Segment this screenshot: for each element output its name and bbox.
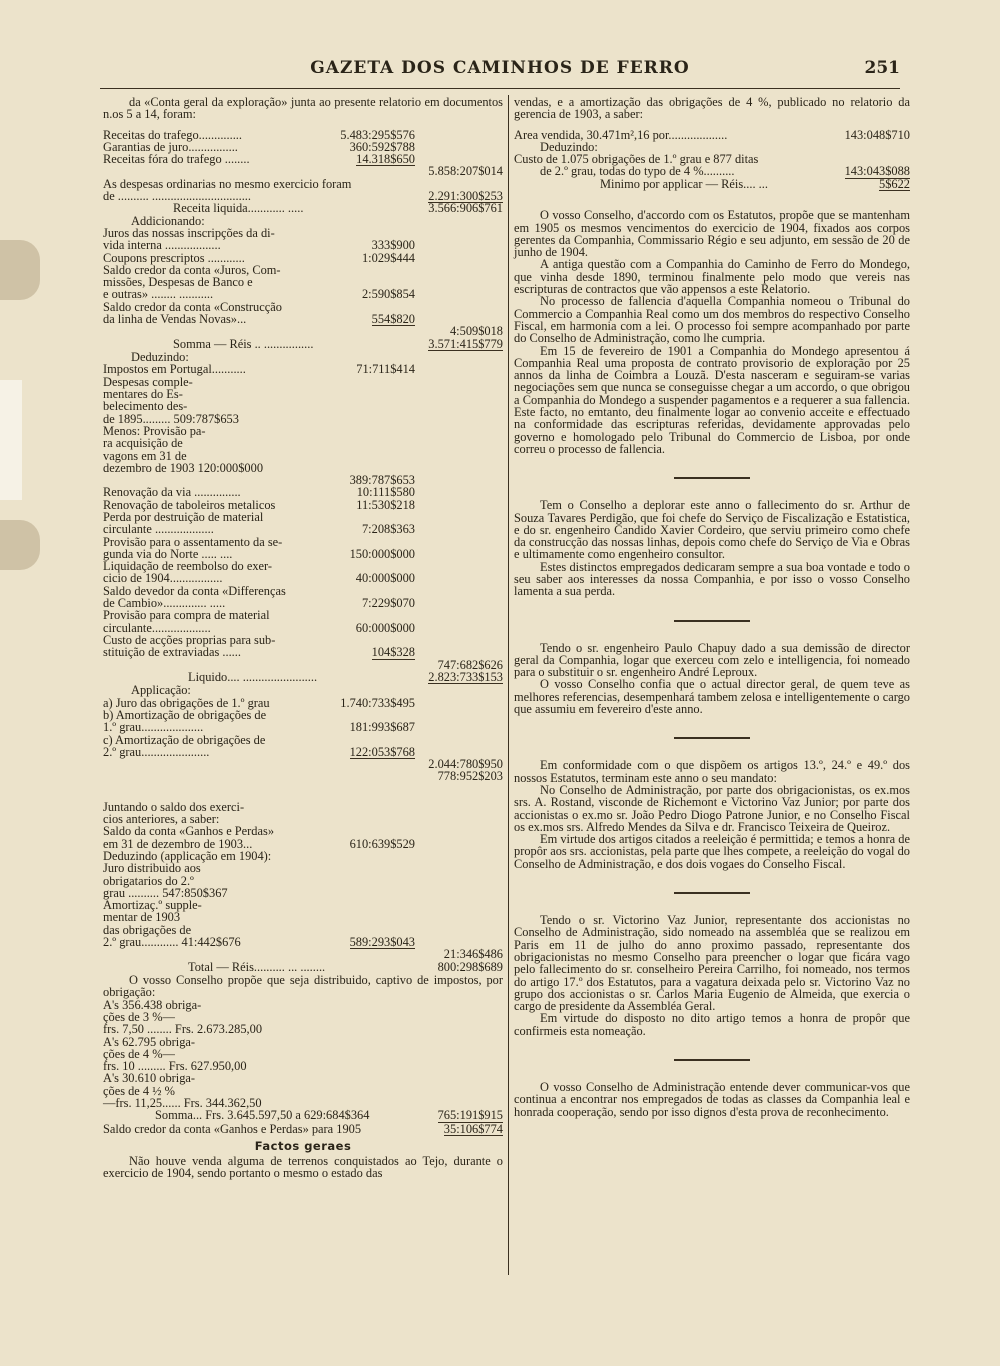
paragraph: Tendo o sr. Victorino Vaz Junior, representante dos accionistas no Conselho de Administração, sido nomeado na assembléa que se realizou em Paris em 11 de julho do anno proximo passado, representante dos obrigacionistas no mesmo Conselho para preencher o logar que ficára vago pelo fallecimento do sr. conselheiro Pereira Carrilho, foi nomeado, nos termos do artigo 17.º dos Estatutos, para a vagatura deixada pelo sr. Victorino Vaz no grupo dos accionistas o sr. Carlos Maria Eugenio de Almeida, que exercia o cargo de presidente da Assembléa Geral. bbox=[514, 913, 910, 1014]
somma-label: Somma — Réis .. ................ bbox=[173, 336, 314, 351]
ledger-value: 389:787$653 bbox=[349, 473, 415, 488]
ledger-value: 60:000$000 bbox=[355, 620, 415, 635]
ledger-total: 21:346$486 bbox=[443, 947, 503, 962]
ledger-row bbox=[103, 1023, 503, 1035]
ledger-label: c) Amortização de obrigações de bbox=[103, 732, 266, 747]
ledger-row bbox=[103, 523, 503, 535]
paragraph: A antiga questão com a Companhia do Caminho de Ferro do Mondego, que vinha desde 1890, terminou finalmente pelo modo que vereis nas escripturas de contractos que vão appensos a este Relatorio. bbox=[514, 257, 910, 297]
ledger-label: Provisão para o assentamento da se- bbox=[103, 534, 283, 549]
ledger-label: gunda via do Norte ..... .... bbox=[103, 546, 233, 561]
ledger-row bbox=[103, 721, 503, 733]
ledger-row bbox=[103, 437, 503, 449]
ledger-total: 778:952$203 bbox=[437, 769, 503, 784]
ledger-total: 747:682$626 bbox=[437, 657, 503, 672]
ledger-row bbox=[103, 936, 503, 948]
ledger-row bbox=[103, 770, 503, 782]
ledger-label: das obrigações de bbox=[103, 922, 192, 937]
ledger-row bbox=[103, 1072, 503, 1084]
saldo-label: Saldo credor da conta «Ganhos e Perdas» para 1905 bbox=[103, 1121, 362, 1136]
ledger-row bbox=[103, 911, 503, 923]
ledger-label: Liquidação de reembolso do exer- bbox=[103, 559, 273, 574]
ledger-value: 11:530$218 bbox=[356, 497, 415, 512]
ledger-value: 10:111$580 bbox=[356, 485, 415, 500]
page-title: GAZETA DOS CAMINHOS DE FERRO bbox=[310, 58, 690, 78]
ledger-row bbox=[103, 400, 503, 412]
ledger-label: Impostos em Portugal........... bbox=[103, 362, 246, 377]
ledger-value: 1:029$444 bbox=[361, 250, 415, 265]
paragraph: Em virtude do disposto no dito artigo temos a honra de propôr que confirmeis esta nomeação. bbox=[514, 1011, 910, 1038]
ledger-value: 7:229$070 bbox=[361, 596, 415, 611]
ledger-label: 1.º grau.................... bbox=[103, 720, 204, 735]
custo-value: 143:043$088 bbox=[844, 164, 910, 179]
page-header bbox=[100, 58, 900, 84]
ledger-value: 7:208$363 bbox=[361, 522, 415, 537]
ledger-label: dezembro de 1903 120:000$000 bbox=[103, 460, 264, 475]
ledger-label: Juntando o saldo dos exerci- bbox=[103, 799, 245, 814]
minimo-label: Minimo por applicar — Réis.... ... bbox=[600, 176, 768, 191]
ledger-label: circulante................... bbox=[103, 620, 211, 635]
ledger-label: Receitas fóra do trafego ........ bbox=[103, 152, 250, 167]
paragraph: Estes distinctos empregados dedicaram sempre a sua boa vontade e todo o seu saber aos interesses da nossa Companhia, e por isso o vosso Conselho lamenta a sua perda. bbox=[514, 559, 910, 599]
total-label: Total — Réis.......... ... ........ bbox=[188, 959, 326, 974]
ledger-label: de Cambio».............. ..... bbox=[103, 596, 226, 611]
paragraph: Em virtude dos artigos citados a reeleição é permittida; e temos a honra de propôr aos srs. accionistas, pela parte que lhes compete, a reeleição do vogal do Conselho de Administração, e dos dois vogaes do Conselho Fiscal. bbox=[514, 832, 910, 871]
ledger-value: 181:993$687 bbox=[349, 720, 415, 735]
ledger-total: 5.858:207$014 bbox=[428, 164, 503, 179]
ledger-value: 2:590$854 bbox=[361, 287, 415, 302]
ledger-label: ções de 3 %— bbox=[103, 1009, 175, 1024]
saldo-value: 35:106$774 bbox=[443, 1121, 503, 1136]
receita-liquida-label: Receita liquida............ ..... bbox=[173, 201, 304, 216]
ledger-label: Custo de acções proprias para sub- bbox=[103, 632, 276, 647]
ledger-label: Renovação de taboleiros metalicos bbox=[103, 497, 276, 512]
despesas-line: As despesas ordinarias no mesmo exercicio foram bbox=[103, 176, 352, 191]
paper-stain bbox=[0, 520, 40, 570]
ledger-label: A's 356.438 obriga- bbox=[103, 997, 202, 1012]
ledger-label: Garantias de juro................ bbox=[103, 139, 238, 154]
ledger-label: Saldo devedor da conta «Differenças bbox=[103, 583, 286, 598]
paragraph: No Conselho de Administração, por parte dos obrigacionistas, os ex.mos srs. A. Rostand, visconde de Richemont e Victorino Vaz Junior; por parte dos accionistas o ex.mo sr. João Pedro Diogo Patrone Junior, e no Conselho Fiscal os ex.mos srs. Alfredo Mendes da Silva e dr. Francisco Teixeira de Queiroz. bbox=[514, 782, 910, 834]
ledger-label: 2.º grau...................... bbox=[103, 744, 210, 759]
minimo-value: 5$622 bbox=[879, 176, 910, 191]
ledger-row bbox=[103, 862, 503, 874]
paragraph: Em conformidade com o que dispõem os artigos 13.º, 24.º e 49.º dos nossos Estatutos, terminam este anno o seu mandato: bbox=[514, 758, 910, 785]
ledger-value: 71:711$414 bbox=[356, 362, 415, 377]
paragraph: Tendo o sr. engenheiro Paulo Chapuy dado a sua demissão de director geral da Companhia, logar que exerceu com zelo e intelligencia, foi nomeado para o substituir o sr. engenheiro André Leproux. bbox=[514, 640, 910, 680]
ledger-label: vida interna .................. bbox=[103, 238, 221, 253]
paper-stain bbox=[0, 240, 40, 300]
ledger-value: 14.318$650 bbox=[356, 152, 415, 167]
ledger-label: missões, Despesas de Banco e bbox=[103, 275, 253, 290]
ledger-value: 104$328 bbox=[371, 645, 415, 660]
ledger-label: a) Juro das obrigações de 1.º grau bbox=[103, 695, 270, 710]
ledger-value: 610:639$529 bbox=[349, 836, 415, 851]
paragraph: Tem o Conselho a deplorar este anno o fallecimento do sr. Arthur de Souza Tavares Perdigão, que foi chefe do Serviço de Fiscalização e Estatistica, e do sr. engenheiro Candido Xavier Cordeiro, que serviu primeiro como chefe da construcção das nossas linhas, depois como chefe do Serviço de Via e Obras e ultimamente como engenheiro consultor. bbox=[514, 498, 910, 562]
receita-liquida-value: 3.566:906$761 bbox=[428, 201, 503, 216]
ledger-label: Coupons prescriptos ............ bbox=[103, 250, 245, 265]
ledger-row bbox=[103, 313, 503, 325]
page-number: 251 bbox=[864, 58, 900, 78]
ledger-label: Despesas comple- bbox=[103, 374, 193, 389]
ledger-label: frs. 10 ......... Frs. 627.950,00 bbox=[103, 1059, 247, 1074]
ledger-label: vagons em 31 de bbox=[103, 448, 187, 463]
somma-frs-label: Somma... Frs. 3.645.597,50 a 629:684$364 bbox=[155, 1108, 370, 1123]
ledger-row bbox=[103, 325, 503, 337]
ledger-row bbox=[103, 825, 503, 837]
ledger-label: Receitas do trafego.............. bbox=[103, 127, 243, 142]
right-column bbox=[514, 96, 910, 1118]
conselho-paragraph: O vosso Conselho propõe que seja distribuido, captivo de impostos, por obrigação: bbox=[103, 973, 503, 1000]
liquido-label: Liquido.... ........................ bbox=[188, 669, 318, 684]
section-separator bbox=[674, 737, 750, 739]
ledger-label: ra acquisição de bbox=[103, 436, 183, 451]
paragraph: Em 15 de fevereiro de 1901 a Companhia do Mondego apresentou á Companhia Real uma proposta de contrato provisorio de exploração por 25 annos da linha de Coimbra a Louzã. D'esta nasceram e seguiram-se varias negociações sem que nunca se conseguisse chegar a um accordo, o que obrigou a Companhia do Mondego a suspender pagamentos e a requerer a sua fallencia. Este facto, no emtanto, deu finalmente logar ao convenio acceite e effectuado na conformidade das escripturas referidas, devidamente approvadas pelo governo e homologado pelo Tribunal do Commercio de Lisboa, por onde correu o processo de fallencia. bbox=[514, 343, 910, 456]
ledger-row bbox=[103, 462, 503, 474]
ledger-value: 150:000$000 bbox=[349, 546, 415, 561]
ledger-label: —frs. 11,25...... Frs. 344.362,50 bbox=[103, 1096, 262, 1111]
ledger-label: em 31 de dezembro de 1903... bbox=[103, 836, 253, 851]
ledger-label: 2.º grau............ 41:442$676 bbox=[103, 935, 241, 949]
ledger-label: stituição de extraviadas ...... bbox=[103, 645, 241, 660]
paragraph: O vosso Conselho confia que o actual director geral, de quem teve as melhores referencias, desempenhará tambem zelosa e intelligentemente o cargo que assumiu em fevereiro d'este anno. bbox=[514, 677, 910, 717]
section-separator bbox=[674, 892, 750, 894]
paragraph: O vosso Conselho de Administração entende dever communicar-vos que continua a encontrar nos empregados de todas as classes da Companhia leal e honrada cooperação, sendo por isso dignos d'esta prova de reconhecimento. bbox=[514, 1080, 910, 1119]
ledger-label: e outras» ........ ........... bbox=[103, 287, 214, 302]
column-divider bbox=[508, 95, 509, 1275]
ledger-row bbox=[103, 734, 503, 746]
right-intro-paragraph: vendas, e a amortização das obrigações de 4 %, publicado no relatorio da gerencia de 1903, a saber: bbox=[514, 95, 910, 122]
area-label: Area vendida, 30.471m²,16 por................... bbox=[514, 127, 728, 142]
ledger-label: Perda por destruição de material bbox=[103, 510, 264, 524]
ledger-label: belecimento des- bbox=[103, 399, 188, 414]
deduzindo-label: Deduzindo: bbox=[540, 139, 598, 154]
ledger-label: ções de 4 %— bbox=[103, 1046, 175, 1061]
ledger-label: de 1895......... 509:787$653 bbox=[103, 411, 239, 426]
torn-edge bbox=[0, 380, 22, 500]
ledger-total: 2.044:780$950 bbox=[428, 757, 503, 772]
ledger-label: Menos: Provisão pa- bbox=[103, 423, 206, 438]
total-value: 800:298$689 bbox=[437, 959, 503, 974]
left-column bbox=[103, 96, 503, 1179]
somma-value: 3.571:415$779 bbox=[428, 336, 503, 351]
ledger-label: Juro distribuido aos bbox=[103, 861, 201, 876]
despesas-line: de .......... ................................ bbox=[103, 189, 251, 204]
ledger-total: 4:509$018 bbox=[449, 324, 503, 339]
ledger-value: 333$900 bbox=[371, 238, 415, 253]
paragraph: O vosso Conselho, d'accordo com os Estatutos, propõe que se mantenham em 1905 os mesmos vencimentos do exercicio de 1904, fixados aos corpos gerentes da Companhia, Commissario Régio e seu adjunto, em sessão de 20 de junho de 1904. bbox=[514, 208, 910, 260]
section-separator bbox=[674, 620, 750, 622]
ledger-row bbox=[103, 288, 503, 300]
custo-line: Custo de 1.075 obrigações de 1.º grau e 877 ditas bbox=[514, 152, 759, 167]
ledger-value: 1.740:733$495 bbox=[340, 695, 415, 710]
ledger-row bbox=[103, 948, 503, 960]
ledger-row bbox=[103, 239, 503, 251]
ledger-label: A's 62.795 obriga- bbox=[103, 1034, 196, 1049]
ledger-label: grau .......... 547:850$367 bbox=[103, 885, 228, 900]
ledger-row bbox=[103, 609, 503, 621]
ledger-row bbox=[103, 486, 503, 498]
ledger-row bbox=[103, 646, 503, 658]
ledger-label: da linha de Vendas Novas»... bbox=[103, 312, 247, 327]
area-value: 143:048$710 bbox=[844, 127, 910, 142]
section-heading: Factos geraes bbox=[254, 1139, 352, 1154]
ledger-label: b) Amortização de obrigações de bbox=[103, 707, 267, 722]
ledger-row bbox=[103, 572, 503, 584]
ledger-value: 554$820 bbox=[371, 312, 415, 327]
ledger-row bbox=[103, 875, 503, 887]
adicionando-label: Addicionando: bbox=[131, 213, 205, 228]
ledger-value: 5.483:295$576 bbox=[340, 127, 415, 142]
ledger-row bbox=[103, 165, 503, 177]
ledger-label: Saldo da conta «Ganhos e Perdas» bbox=[103, 824, 275, 839]
ledger-value: 40:000$000 bbox=[355, 571, 415, 586]
header-rule bbox=[100, 88, 900, 89]
ledger-label: ções de 4 ½ % bbox=[103, 1083, 175, 1098]
ledger-value: 122:053$768 bbox=[349, 744, 415, 759]
intro-paragraph: da «Conta geral da exploração» junta ao presente relatorio em documentos n.os 5 a 14, foram: bbox=[103, 95, 503, 122]
ledger-label: Renovação da via ............... bbox=[103, 485, 241, 500]
ledger-row bbox=[103, 450, 503, 462]
ledger-label: Saldo credor da conta «Juros, Com- bbox=[103, 262, 281, 277]
applicacao-label: Applicação: bbox=[131, 683, 191, 698]
custo-line: de 2.º grau, todas do typo de 4 %.......... bbox=[540, 164, 735, 179]
ledger-row bbox=[103, 363, 503, 375]
ledger-label: obrigatarios do 2.º bbox=[103, 873, 194, 888]
ledger-label: mentar de 1903 bbox=[103, 910, 181, 925]
ledger-label: frs. 7,50 ........ Frs. 2.673.285,00 bbox=[103, 1022, 263, 1037]
ledger-row bbox=[103, 659, 503, 671]
liquido-value: 2.823:733$153 bbox=[428, 669, 503, 684]
section-separator bbox=[674, 477, 750, 479]
somma-frs-value: 765:191$915 bbox=[437, 1108, 503, 1123]
ledger-label: A's 30.610 obriga- bbox=[103, 1071, 196, 1086]
ledger-label: Amortizaç.º supple- bbox=[103, 898, 202, 913]
ledger-label: cicio de 1904................. bbox=[103, 571, 223, 586]
factos-paragraph: Não houve venda alguma de terrenos conquistados ao Tejo, durante o exercicio de 1904, sendo portanto o mesmo o estado das bbox=[103, 1153, 503, 1180]
paragraph: No processo de fallencia d'aquella Companhia nomeou o Tribunal do Commercio a Companhia Real como um dos membros do respectivo Conselho Fiscal, em harmonia com a lei. O processo foi sempre acompanhado por parte do Conselho de Administração, como lhe cumpria. bbox=[514, 294, 910, 346]
deduzindo-label: Deduzindo: bbox=[131, 350, 189, 365]
ledger-label: cios anteriores, a saber: bbox=[103, 812, 220, 827]
ledger-row bbox=[103, 252, 503, 264]
ledger-value: 360:592$788 bbox=[349, 139, 415, 154]
ledger-label: Provisão para compra de material bbox=[103, 608, 270, 623]
section-separator bbox=[674, 1059, 750, 1061]
ledger-label: mentares do Es- bbox=[103, 387, 183, 402]
ledger-value: 589:293$043 bbox=[349, 935, 415, 949]
ledger-label: circulante ................... bbox=[103, 522, 214, 537]
ledger-label: Juros das nossas inscripções da di- bbox=[103, 225, 275, 240]
ledger-label: Saldo credor da conta «Construcção bbox=[103, 299, 282, 314]
ledger-label: Deduzindo (applicação em 1904): bbox=[103, 848, 272, 863]
despesas-value: 2.291:300$253 bbox=[428, 189, 503, 204]
